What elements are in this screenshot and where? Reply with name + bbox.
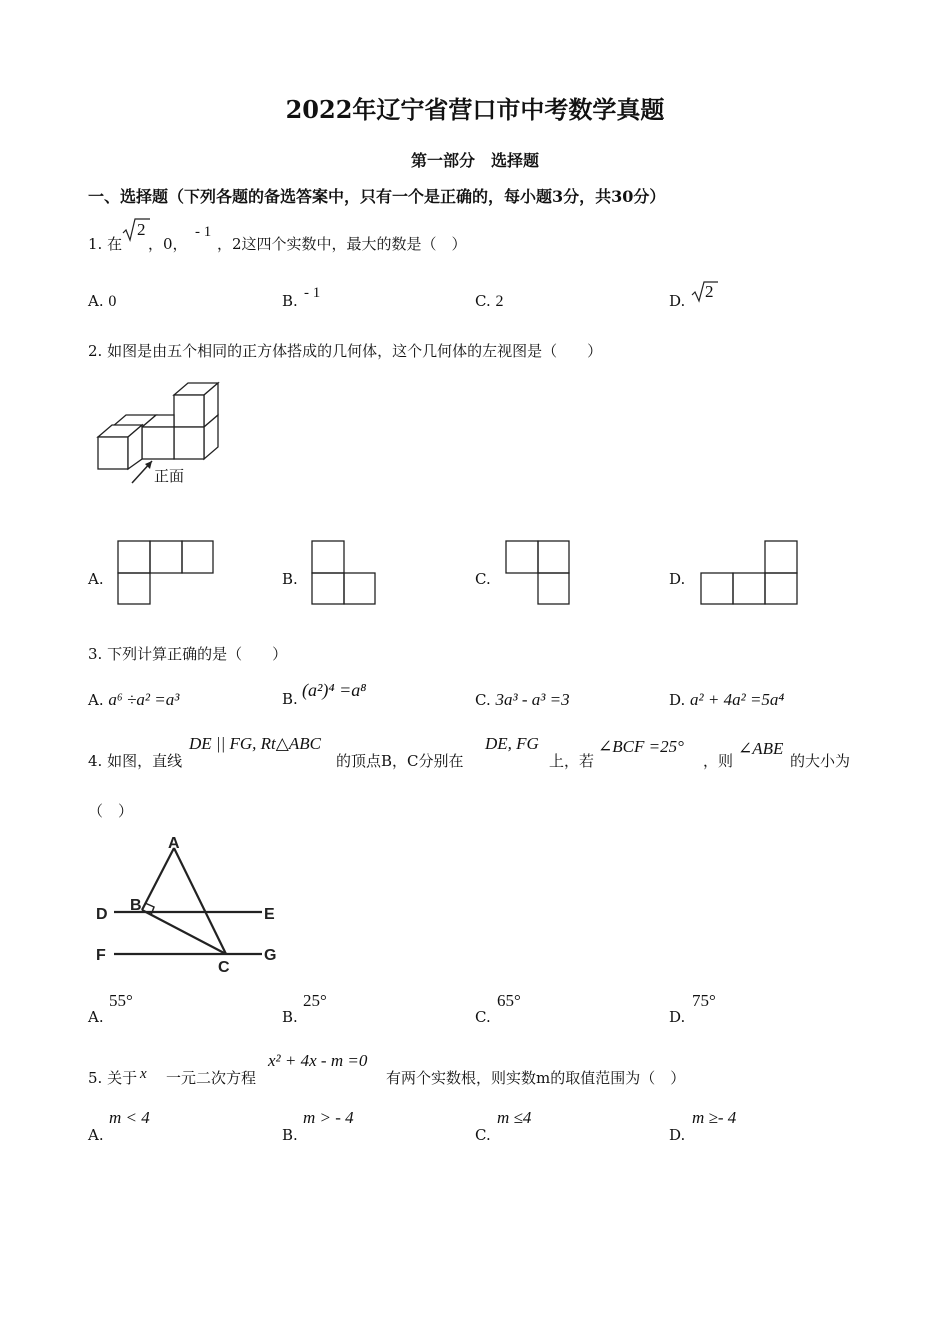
point-d-label: D bbox=[96, 906, 108, 923]
sqrt-radicand: 2 bbox=[705, 282, 714, 301]
q5-option-d-value: m ≥- 4 bbox=[692, 1108, 737, 1127]
q1-option-b[interactable] bbox=[282, 292, 298, 310]
option-letter: C. bbox=[475, 292, 491, 310]
q4-option-a[interactable]: A. bbox=[88, 1008, 104, 1026]
q4-mid1: 的顶点B，C分别在 bbox=[336, 752, 464, 770]
option-letter: B. bbox=[282, 292, 298, 310]
point-g-label: G bbox=[264, 947, 277, 964]
q1-option-d[interactable] bbox=[669, 292, 685, 310]
option-letter: B. bbox=[282, 690, 298, 708]
q4-option-c[interactable]: C. bbox=[475, 1008, 491, 1026]
q3-text: 3. 下列计算正确的是（ ） bbox=[88, 645, 288, 663]
q5-var: x bbox=[140, 1066, 147, 1082]
q4-prefix: 4. 如图，直线 bbox=[88, 752, 183, 770]
q4-option-b[interactable]: B. bbox=[282, 1008, 298, 1026]
option-expression: 3a³ - a³ =3 bbox=[495, 690, 570, 709]
triangle-parallel-lines-figure bbox=[90, 830, 290, 980]
q3-option-c[interactable] bbox=[475, 690, 570, 710]
option-letter: D. bbox=[669, 691, 686, 709]
q1-option-a[interactable] bbox=[88, 292, 116, 311]
q3-option-b-expression: (a²)⁴ =a⁸ bbox=[302, 680, 367, 700]
q2-text: 2. 如图是由五个相同的正方体搭成的几何体，这个几何体的左视图是（ ） bbox=[88, 342, 603, 360]
q2-option-b-label[interactable]: B. bbox=[282, 570, 298, 588]
point-c-label: C bbox=[218, 959, 230, 976]
point-f-label: F bbox=[96, 947, 106, 964]
q4-option-b-value: 25° bbox=[303, 991, 327, 1010]
q1-option-b-value: - 1 bbox=[304, 285, 321, 301]
q4-option-d-value: 75° bbox=[692, 991, 716, 1010]
q5-suffix: 有两个实数根，则实数m的取值范围为（ ） bbox=[386, 1069, 686, 1087]
option-expression: a² + 4a² =5a⁴ bbox=[690, 690, 785, 709]
q5-option-b-value: m > - 4 bbox=[303, 1108, 354, 1127]
q2-option-d-view[interactable] bbox=[700, 540, 799, 606]
q2-option-a-view[interactable] bbox=[117, 540, 215, 606]
q5-equation: x² + 4x - m =0 bbox=[268, 1051, 368, 1070]
q3-option-d[interactable] bbox=[669, 690, 784, 710]
part-heading: 第一部分 选择题 bbox=[410, 151, 539, 170]
q5-mid1: 一元二次方程 bbox=[166, 1069, 257, 1087]
q4-mid3: ，则 bbox=[703, 752, 734, 770]
q1-option-c[interactable] bbox=[475, 292, 504, 311]
q4-suffix: 的大小为 bbox=[790, 752, 851, 770]
neg-one: - 1 bbox=[195, 224, 212, 240]
cube-stack-figure bbox=[90, 375, 230, 490]
q5-option-a[interactable]: A. bbox=[88, 1126, 104, 1144]
point-e-label: E bbox=[264, 906, 275, 923]
section-heading: 一、选择题（下列各题的备选答案中，只有一个是正确的，每小题3分，共30分） bbox=[88, 187, 666, 206]
front-label: 正面 bbox=[154, 468, 185, 485]
q3-option-b[interactable] bbox=[282, 690, 298, 708]
option-value: 2 bbox=[495, 293, 504, 310]
point-b-label: B bbox=[130, 897, 142, 914]
q1-suffix: ，2这四个实数中，最大的数是（ ） bbox=[217, 235, 467, 253]
q4-option-d[interactable]: D. bbox=[669, 1008, 686, 1026]
sqrt-radicand: 2 bbox=[137, 220, 146, 239]
option-value: 0 bbox=[108, 293, 117, 310]
q4-expr-lines: DE, FG bbox=[485, 734, 539, 753]
q5-option-d[interactable]: D. bbox=[669, 1126, 686, 1144]
q4-expr-angle-abe: ∠ABE bbox=[738, 739, 784, 758]
q1-prefix: 1. 在 bbox=[88, 235, 123, 253]
option-letter: A. bbox=[88, 691, 104, 709]
q5-option-a-value: m < 4 bbox=[109, 1108, 150, 1127]
q4-option-a-value: 55° bbox=[109, 991, 133, 1010]
option-letter: C. bbox=[475, 691, 491, 709]
q4-option-c-value: 65° bbox=[497, 991, 521, 1010]
q4-mid2: 上，若 bbox=[549, 752, 595, 770]
q2-option-d-label[interactable]: D. bbox=[669, 570, 686, 588]
q3-option-a[interactable] bbox=[88, 690, 179, 710]
sqrt-symbol-icon bbox=[121, 216, 151, 242]
page-title: 2022年辽宁省营口市中考数学真题 bbox=[285, 95, 665, 124]
q4-answer-paren: （ ） bbox=[88, 802, 134, 820]
q5-option-b[interactable]: B. bbox=[282, 1126, 298, 1144]
q2-option-c-view[interactable] bbox=[505, 540, 571, 606]
q4-expr-parallel: DE || FG, Rt△ABC bbox=[189, 734, 321, 753]
q4-expr-angle-bcf: ∠BCF =25° bbox=[598, 737, 684, 756]
option-letter: D. bbox=[669, 292, 686, 310]
q2-option-a-label[interactable]: A. bbox=[88, 570, 104, 588]
q5-option-c[interactable]: C. bbox=[475, 1126, 491, 1144]
point-a-label: A bbox=[168, 835, 180, 852]
q2-option-b-view[interactable] bbox=[311, 540, 377, 606]
q2-option-c-label[interactable]: C. bbox=[475, 570, 491, 588]
q1-sep: ，0， bbox=[148, 235, 188, 253]
option-expression: a⁶ ÷a² =a³ bbox=[108, 690, 180, 709]
option-letter: A. bbox=[88, 292, 104, 310]
q5-prefix: 5. 关于 bbox=[88, 1069, 138, 1087]
q5-option-c-value: m ≤4 bbox=[497, 1108, 532, 1127]
